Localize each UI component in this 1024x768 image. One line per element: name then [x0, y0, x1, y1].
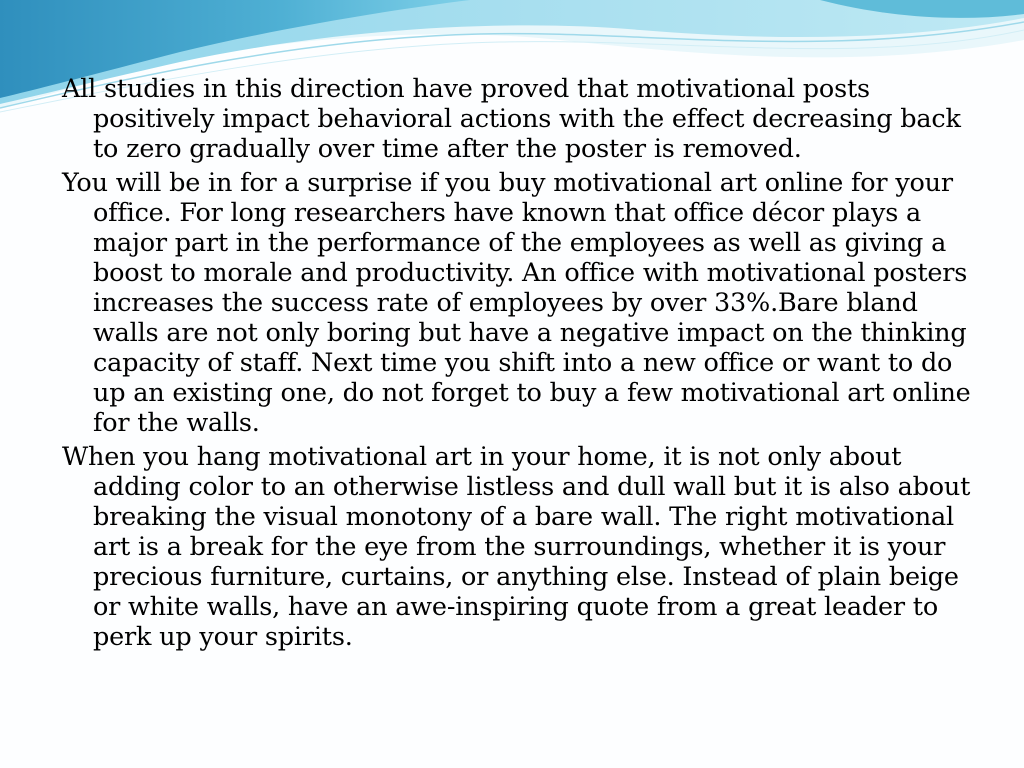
paragraph: You will be in for a surprise if you buy motivational art online for your office. For long researchers have known that office décor plays a major part in the performance of the employees as well as giving a boost to morale and productivity. An office with motivational posters increases the success rate of employees by over 33%.Bare bland walls are not only boring but have a negative impact on the thinking capacity of staff. Next time you shift into a new office or want to do up an existing one, do not forget to buy a few motivational art online for the walls.: [62, 168, 971, 438]
paragraph: All studies in this direction have proved that motivational posts positively impact behavioral actions with the effect decreasing back to zero gradually over time after the poster is removed.: [62, 74, 961, 164]
paragraph: When you hang motivational art in your home, it is not only about adding color to an otherwise listless and dull wall but it is also about breaking the visual monotony of a bare wall. The right motivational art is a break for the eye from the surroundings, whether it is your precious furniture, curtains, or anything else. Instead of plain beige or white walls, have an awe-inspiring quote from a great leader to perk up your spirits.: [62, 442, 971, 652]
slide-body-text: [62, 74, 982, 656]
